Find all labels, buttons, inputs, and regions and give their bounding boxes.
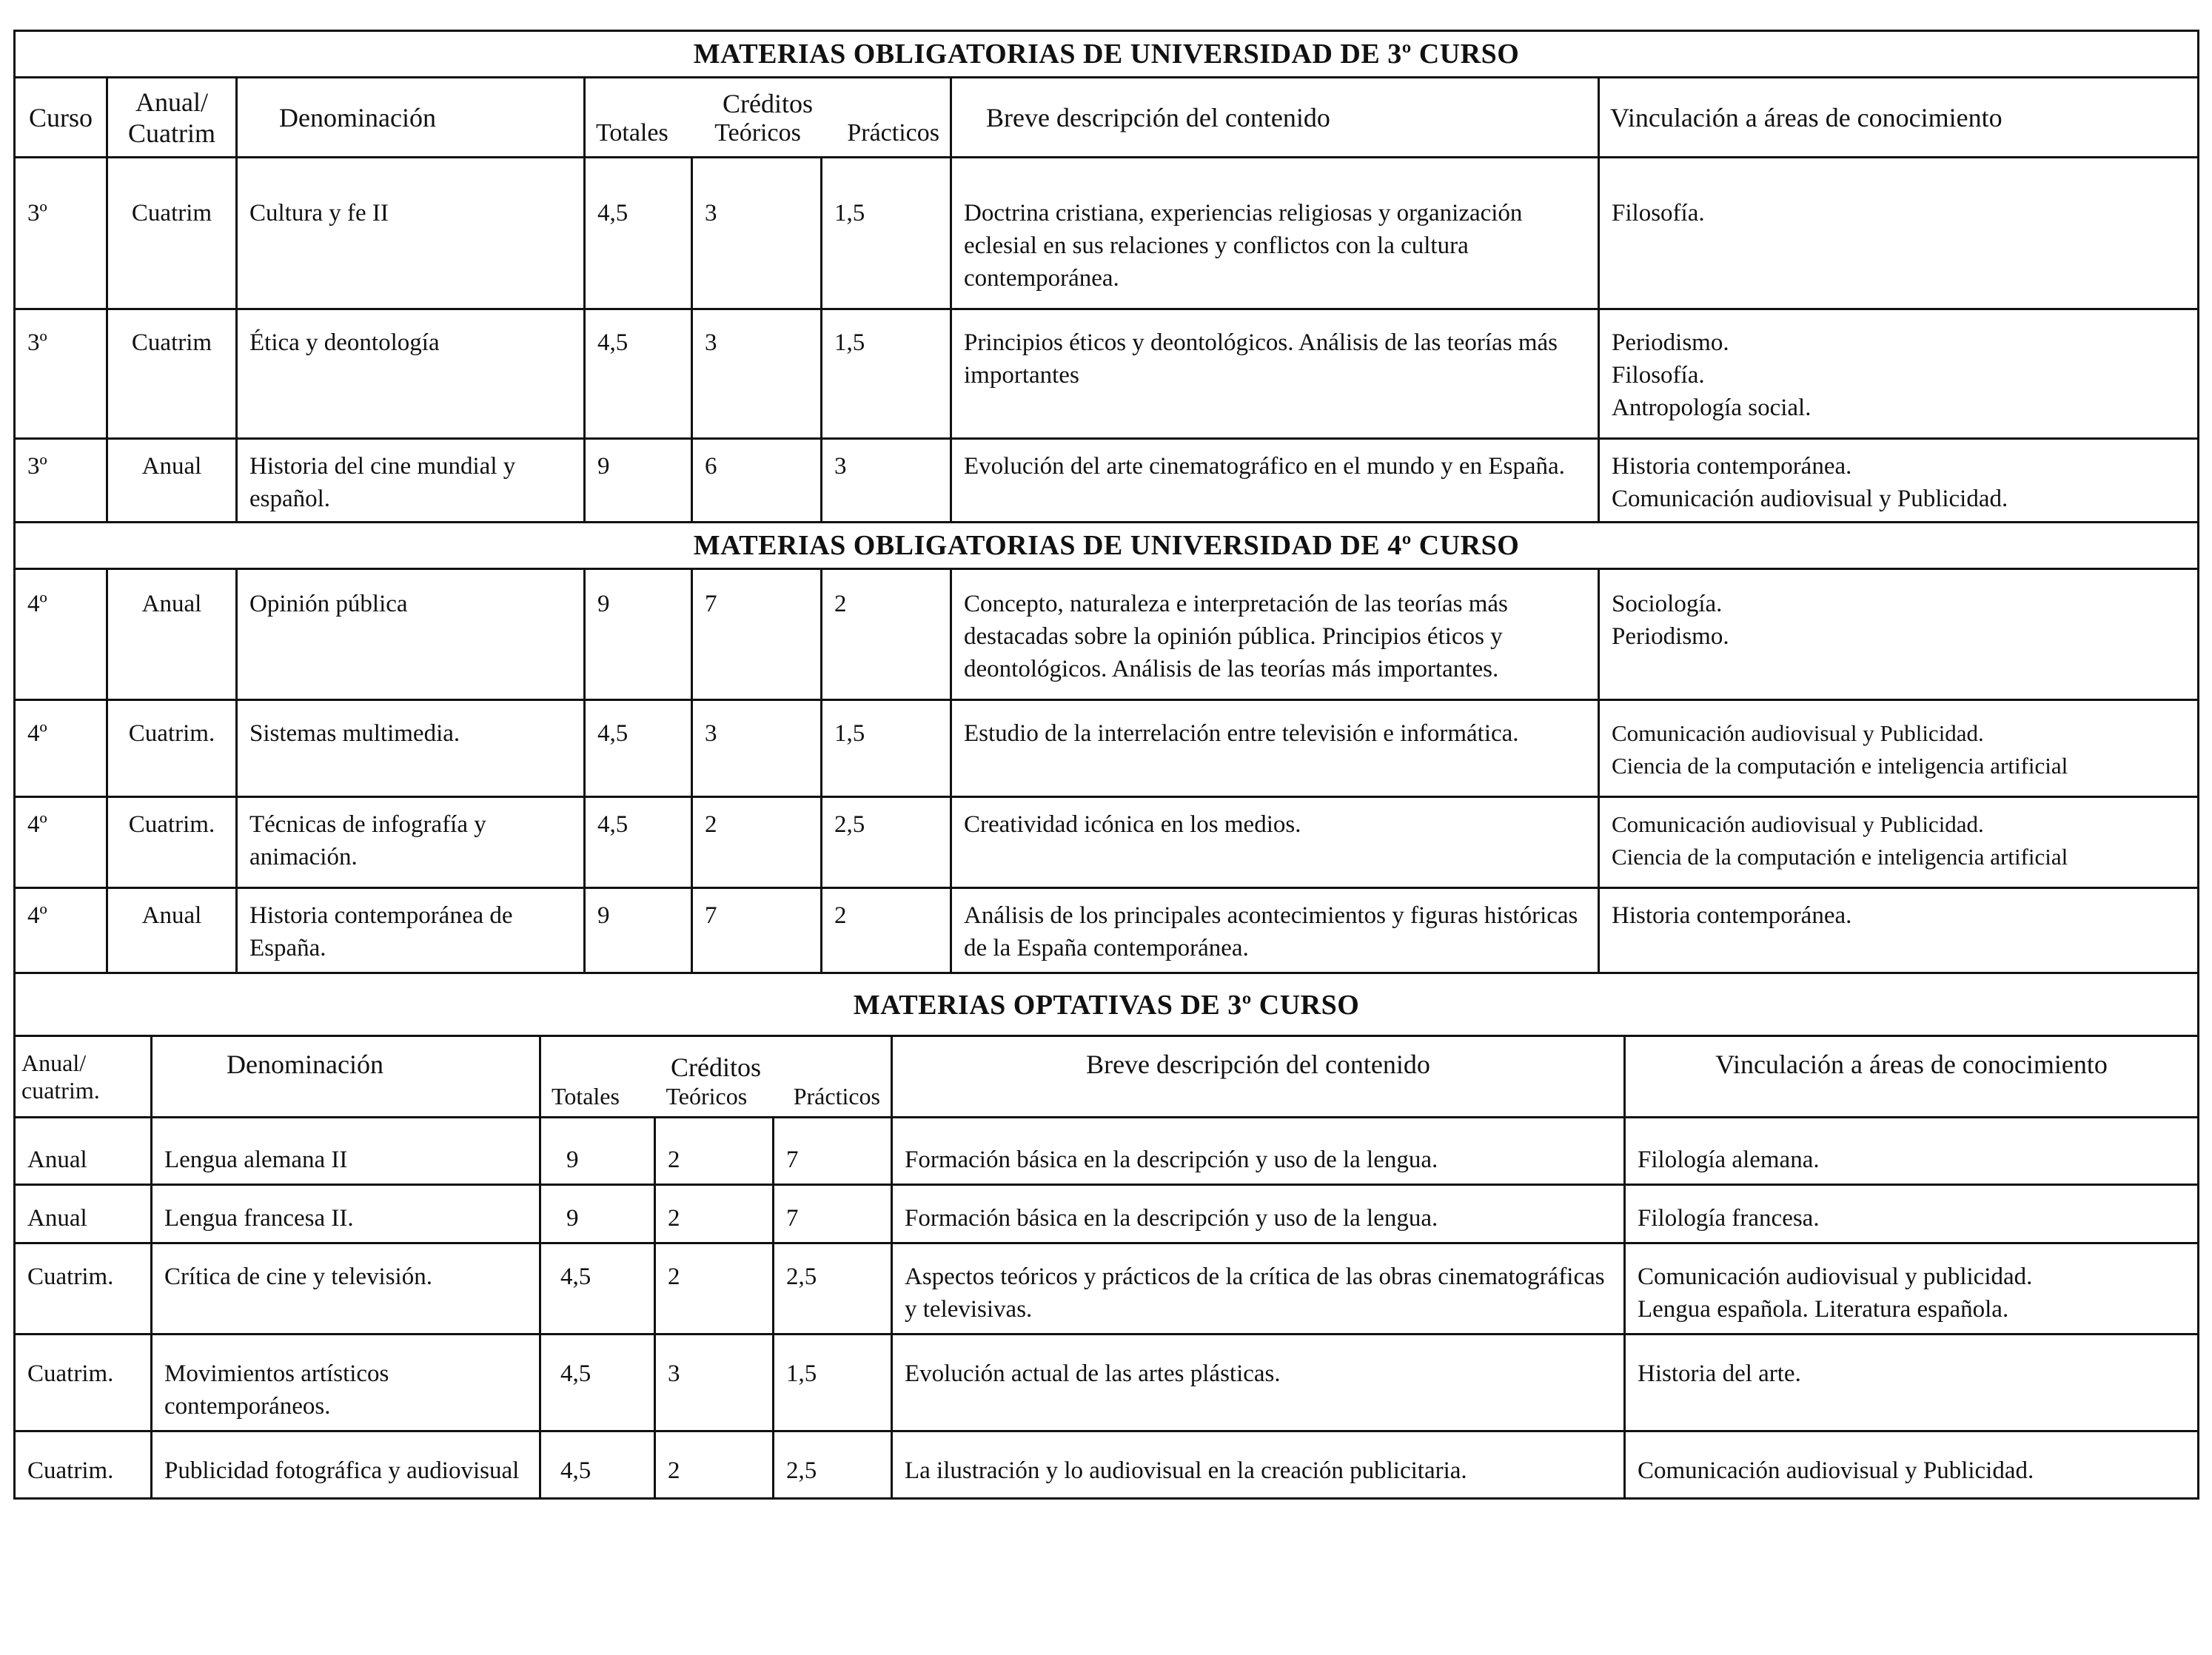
obligatorias-table — [13, 30, 2199, 974]
header-practicos: Prácticos — [847, 118, 939, 147]
header-curso: Curso — [15, 78, 107, 158]
header-teoricos: Teóricos — [714, 118, 801, 147]
table-row: Cuatrim. Crítica de cine y televisión. 4,5 2 2,5 Aspectos teóricos y prácticos de la crítica de las obras cinematográficas y televisivas. Comunicación audiovisual y publicidad. Lengua española. Literatura española. — [15, 1243, 2199, 1335]
header-anual-cuatrim: Anual/ cuatrim. — [15, 1036, 152, 1118]
table-row: 4º Cuatrim. Técnicas de infografía y animación. 4,5 2 2,5 Creatividad icónica en los medios. Comunicación audiovisual y Publicidad. Ciencia de la computación e inteligencia artificial — [15, 797, 2199, 888]
section-title-obligatorias-3: MATERIAS OBLIGATORIAS DE UNIVERSIDAD DE 3º CURSO — [15, 31, 2199, 78]
header-creditos: Créditos Totales Teóricos Prácticos — [585, 78, 951, 158]
table-row: 3º Cuatrim Cultura y fe II 4,5 3 1,5 Doctrina cristiana, experiencias religiosas y organización eclesial en sus relaciones y conflictos con la cultura contemporánea. Filosofía. — [15, 158, 2199, 309]
table-row: 4º Anual Historia contemporánea de España. 9 7 2 Análisis de los principales acontecimientos y figuras históricas de la España contemporánea. Historia contemporánea. — [15, 888, 2199, 973]
section-title-obligatorias-4: MATERIAS OBLIGATORIAS DE UNIVERSIDAD DE 4º CURSO — [15, 523, 2199, 569]
optativas-table — [13, 972, 2199, 1500]
table-row: Anual Lengua alemana II 9 2 7 Formación básica en la descripción y uso de la lengua. Filología alemana. — [15, 1118, 2199, 1185]
header-totales: Totales — [596, 118, 668, 147]
document — [13, 30, 2197, 1500]
header-totales: Totales — [552, 1083, 620, 1110]
header-vinculacion: Vinculación a áreas de conocimiento — [1599, 78, 2199, 158]
section-title-optativas-3: MATERIAS OPTATIVAS DE 3º CURSO — [15, 973, 2199, 1036]
table-row: Anual Lengua francesa II. 9 2 7 Formación básica en la descripción y uso de la lengua. Filología francesa. — [15, 1185, 2199, 1243]
header-descripcion: Breve descripción del contenido — [951, 78, 1599, 158]
header-teoricos: Teóricos — [666, 1083, 748, 1110]
header-practicos: Prácticos — [793, 1083, 880, 1110]
table-row: 4º Cuatrim. Sistemas multimedia. 4,5 3 1,5 Estudio de la interrelación entre televisión e informática. Comunicación audiovisual y Publicidad. Ciencia de la computación e inteligencia artificial — [15, 700, 2199, 797]
table-row: Cuatrim. Movimientos artísticos contemporáneos. 4,5 3 1,5 Evolución actual de las artes plásticas. Historia del arte. — [15, 1335, 2199, 1431]
header-denominacion: Denominación — [152, 1036, 540, 1118]
header-creditos: Créditos Totales Teóricos Prácticos — [540, 1036, 892, 1118]
header-anual-cuatrim: Anual/ Cuatrim — [107, 78, 237, 158]
header-vinculacion: Vinculación a áreas de conocimiento — [1625, 1036, 2199, 1118]
table-row: 3º Cuatrim Ética y deontología 4,5 3 1,5 Principios éticos y deontológicos. Análisis de las teorías más importantes Periodismo. Filosofía. Antropología social. — [15, 309, 2199, 439]
table-row: Cuatrim. Publicidad fotográfica y audiovisual 4,5 2 2,5 La ilustración y lo audiovisual en la creación publicitaria. Comunicación audiovisual y Publicidad. — [15, 1431, 2199, 1499]
table-row: 3º Anual Historia del cine mundial y español. 9 6 3 Evolución del arte cinematográfico en el mundo y en España. Historia contemporánea. Comunicación audiovisual y Publicidad. — [15, 439, 2199, 523]
header-descripcion: Breve descripción del contenido — [892, 1036, 1625, 1118]
header-denominacion: Denominación — [237, 78, 585, 158]
table-row: 4º Anual Opinión pública 9 7 2 Concepto, naturaleza e interpretación de las teorías más destacadas sobre la opinión pública. Principios éticos y deontológicos. Análisis de las teorías más importantes. Sociología. Periodismo. — [15, 569, 2199, 700]
